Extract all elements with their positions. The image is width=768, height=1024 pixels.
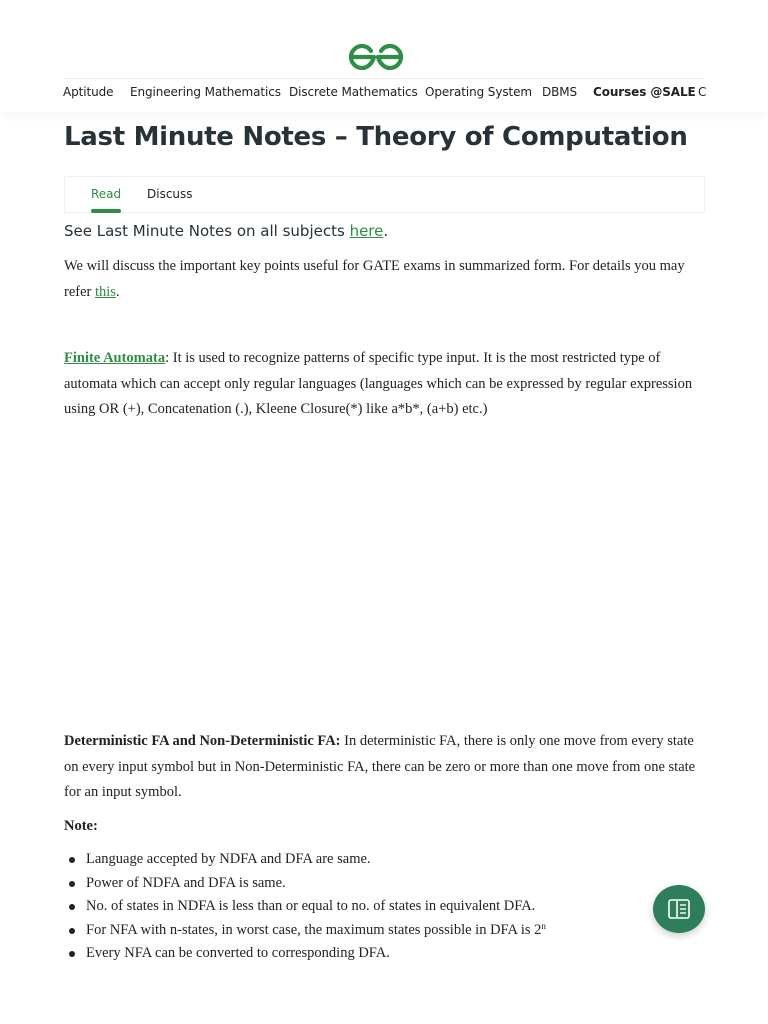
list-item-text: For NFA with n-states, in worst case, the maximum states possible in DFA is 2 xyxy=(86,921,542,938)
finite-automata-link[interactable]: Finite Automata xyxy=(64,350,166,366)
nav-item-c[interactable]: C xyxy=(698,85,707,99)
here-link[interactable]: here xyxy=(349,222,384,240)
this-link[interactable]: this xyxy=(94,283,116,300)
list-item: Power of NDFA and DFA is same. xyxy=(86,872,546,896)
superscript-n: n xyxy=(541,920,546,931)
list-item: Language accepted by NDFA and DFA are same. xyxy=(86,848,546,872)
nav-item-engineering-mathematics[interactable]: Engineering Mathematics xyxy=(130,85,281,99)
see-notes-end: . xyxy=(383,222,389,240)
see-notes-line xyxy=(64,222,388,240)
tab-read[interactable]: Read xyxy=(91,187,122,201)
tab-discuss[interactable]: Discuss xyxy=(147,187,193,201)
intro-paragraph xyxy=(64,254,709,305)
see-notes-text: See Last Minute Notes on all subjects xyxy=(64,222,350,240)
finite-automata-paragraph xyxy=(64,346,709,423)
nav-item-courses-sale[interactable]: Courses @SALE xyxy=(593,85,696,99)
reading-mode-button[interactable] xyxy=(653,885,705,933)
note-label: Note: xyxy=(64,818,98,834)
dfa-ndfa-text: In deterministic FA, there is only one move from every state on every input symbol but in Non-Deterministic FA, there can be zero or more than one move from one state for an input symbol. xyxy=(64,733,696,800)
nav-item-discrete-mathematics[interactable]: Discrete Mathematics xyxy=(289,85,418,99)
list-item: Every NFA can be converted to corresponding DFA. xyxy=(86,942,546,966)
dfa-ndfa-paragraph xyxy=(64,729,709,806)
article-tabs xyxy=(64,176,705,213)
gfg-logo-icon[interactable] xyxy=(347,42,405,72)
nav-bar xyxy=(63,78,707,108)
nav-item-operating-system[interactable]: Operating System xyxy=(425,85,532,99)
page-title: Last Minute Notes – Theory of Computation xyxy=(64,122,688,152)
list-item xyxy=(86,919,546,943)
nav-item-aptitude[interactable]: Aptitude xyxy=(63,85,114,99)
notes-list xyxy=(86,848,546,966)
nav-item-dbms[interactable]: DBMS xyxy=(542,85,578,99)
intro-text: We will discuss the important key points useful for GATE exams in summarized form. For details you may refer xyxy=(64,258,685,300)
dfa-ndfa-heading: Deterministic FA and Non-Deterministic FA: xyxy=(64,733,341,749)
finite-automata-text: : It is used to recognize patterns of specific type input. It is the most restricted type of automata which can accept only regular languages (languages which can be expressed by regular expression using OR (+), Concatenation (.), Kleene Closure(*) like a*b*, (a+b) etc.) xyxy=(64,350,693,417)
intro-end: . xyxy=(115,283,120,300)
site-header xyxy=(0,0,768,112)
list-item: No. of states in NDFA is less than or equal to no. of states in equivalent DFA. xyxy=(86,895,546,919)
active-tab-indicator xyxy=(91,209,121,213)
reading-mode-icon xyxy=(667,898,691,920)
